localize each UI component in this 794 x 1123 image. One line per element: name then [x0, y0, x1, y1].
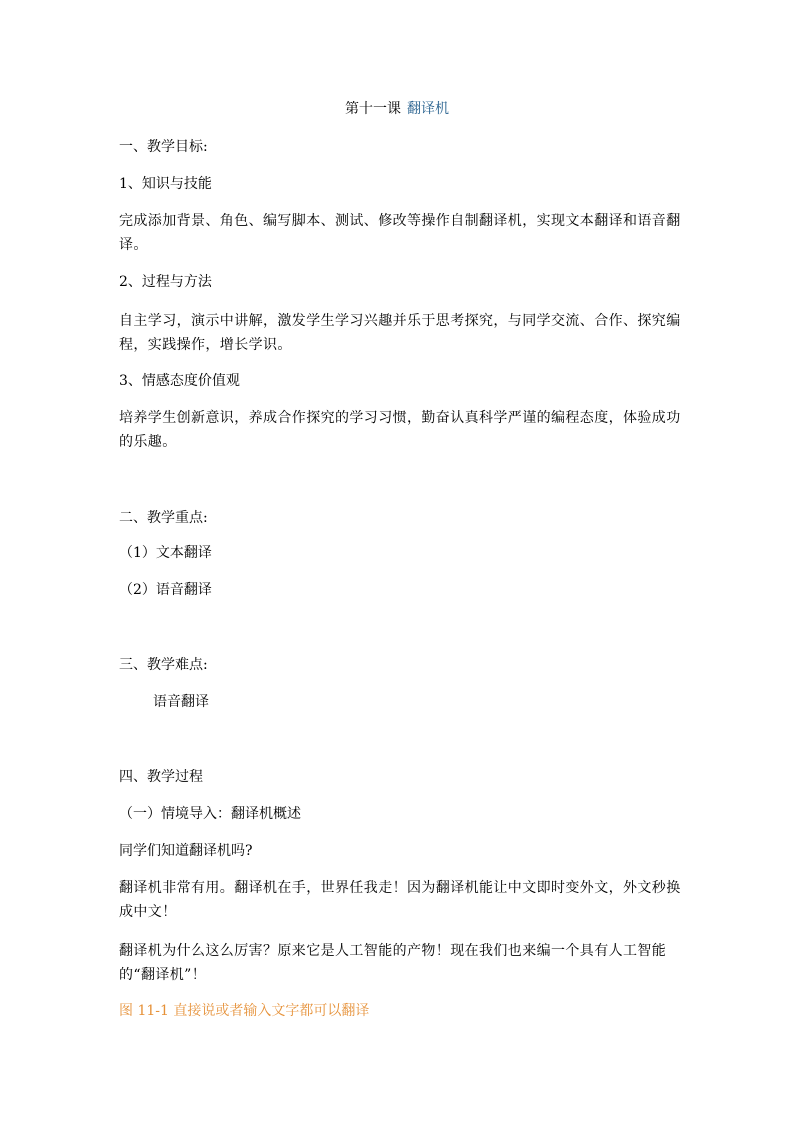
process-subheading: （一）情境导入：翻译机概述 [119, 806, 301, 822]
objective-1-title: 1、知识与技能 [119, 176, 212, 192]
key-point-1: （1）文本翻译 [119, 545, 212, 561]
process-paragraph-3: 翻译机为什么这么厉害？原来它是人工智能的产物！现在我们也来编一个具有人工智能的“翻译机”！ [119, 943, 667, 983]
process-heading: 四、教学过程 [119, 769, 203, 785]
objective-2-body: 自主学习，演示中讲解，激发学生学习兴趣并乐于思考探究，与同学交流、合作、探究编程，实践操作，增长学识。 [119, 313, 681, 353]
process-paragraph-2: 翻译机非常有用。翻译机在手，世界任我走！因为翻译机能让中文即时变外文，外文秒换成中文！ [119, 880, 681, 920]
objective-3-title: 3、情感态度价值观 [119, 373, 240, 389]
key-points-heading: 二、教学重点: [119, 510, 208, 526]
lesson-number: 第十一课 [345, 101, 401, 117]
objective-3-body: 培养学生创新意识，养成合作探究的学习习惯，勤奋认真科学严谨的编程态度，体验成功的乐趣。 [119, 410, 681, 450]
lesson-title [0, 97, 794, 121]
figure-caption: 图 11-1 直接说或者输入文字都可以翻译 [119, 1003, 370, 1019]
key-point-2: （2）语音翻译 [119, 582, 212, 598]
objective-2-title: 2、过程与方法 [119, 274, 212, 290]
difficulty-item: 语音翻译 [153, 694, 209, 710]
difficulty-heading: 三、教学难点: [119, 657, 208, 673]
objectives-heading: 一、教学目标: [119, 139, 208, 155]
objective-1-body: 完成添加背景、角色、编写脚本、测试、修改等操作自制翻译机，实现文本翻译和语音翻译。 [119, 213, 681, 253]
lesson-topic: 翻译机 [407, 101, 449, 117]
process-paragraph-1: 同学们知道翻译机吗? [119, 843, 253, 859]
